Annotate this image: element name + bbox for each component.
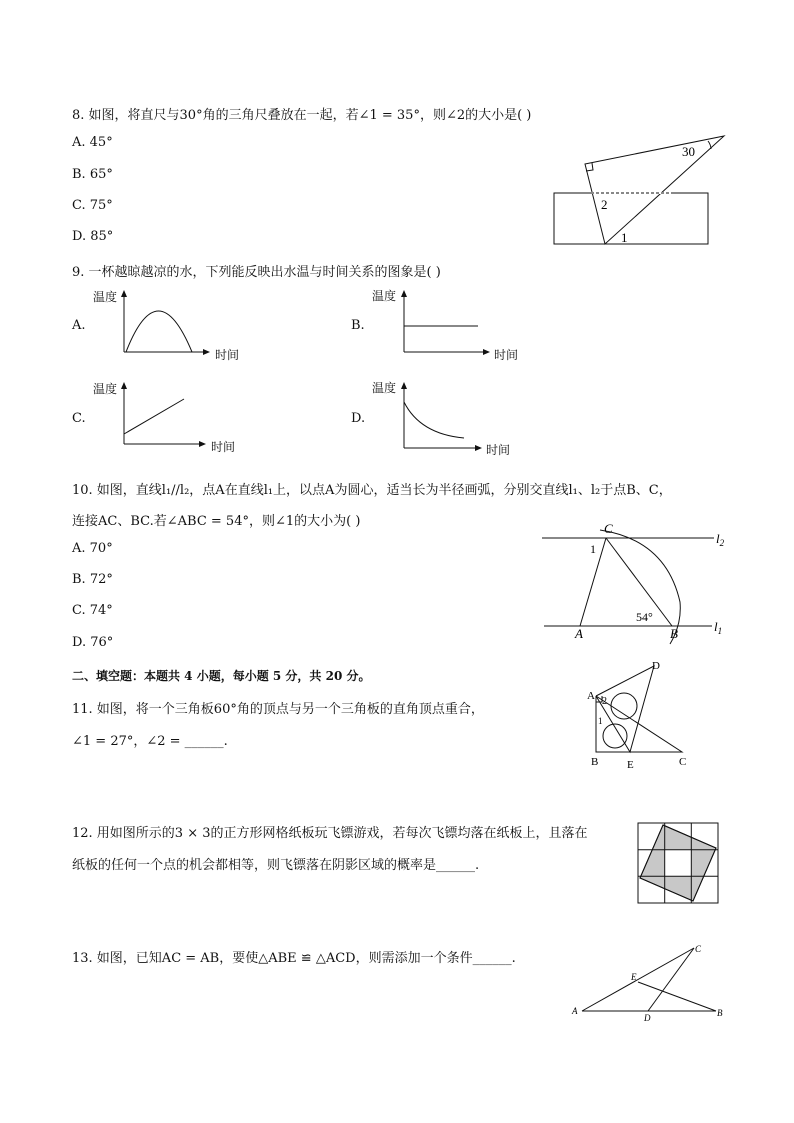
label-c: C bbox=[679, 756, 687, 768]
q13-figure bbox=[570, 942, 730, 1024]
q9-a-ylabel: 温度 bbox=[93, 290, 118, 304]
triangle-ruler bbox=[585, 136, 724, 244]
triangle-abc bbox=[596, 696, 682, 752]
q10-stem-line2: 连接AC、BC.若∠ABC = 54°，则∠1的大小为( ) bbox=[72, 514, 361, 529]
label-1: 1 bbox=[598, 716, 603, 726]
label-e: E bbox=[627, 759, 634, 771]
label-2: 2 bbox=[601, 197, 608, 212]
label-c: C bbox=[604, 521, 613, 536]
center-cell bbox=[665, 850, 691, 876]
label-30: 30 bbox=[682, 144, 695, 159]
q9-b-ylabel: 温度 bbox=[372, 289, 397, 303]
q8-stem: 8. 如图，将直尺与30°角的三角尺叠放在一起，若∠1 = 35°，则∠2的大小是( ) bbox=[72, 108, 532, 123]
q11-stem-line1: 11. 如图，将一个三角板60°角的顶点与另一个三角板的直角顶点重合， bbox=[72, 702, 484, 717]
q10-option-d: D. 76° bbox=[72, 635, 114, 650]
q9-option-a-letter: A. bbox=[72, 318, 86, 333]
label-a: A bbox=[575, 626, 583, 641]
q9-graph-c bbox=[118, 382, 218, 452]
segment-cd bbox=[648, 948, 694, 1011]
triangle-ade bbox=[596, 666, 654, 752]
curve-a bbox=[126, 311, 192, 352]
q8-option-d: D. 85° bbox=[72, 229, 114, 244]
q10-option-a: A. 70° bbox=[72, 541, 113, 556]
section-2-heading: 二、填空题：本题共 4 小题，每小题 5 分，共 20 分。 bbox=[72, 669, 371, 683]
q13-stem: 13. 如图，已知AC = AB，要使△ABE ≌ △ACD，则需添加一个条件______. bbox=[72, 951, 516, 966]
arc bbox=[600, 530, 680, 644]
q9-graph-a bbox=[118, 290, 218, 360]
segment-be bbox=[638, 982, 716, 1011]
q9-b-xlabel: 时间 bbox=[494, 348, 519, 362]
q12-stem-line2: 纸板的任何一个点的机会都相等，则飞镖落在阴影区域的概率是______. bbox=[72, 858, 480, 873]
q11-figure bbox=[582, 656, 698, 772]
label-b: B bbox=[670, 626, 678, 641]
label-b: B bbox=[591, 756, 599, 768]
label-a: A bbox=[587, 690, 595, 702]
label-2: 2 bbox=[602, 696, 607, 707]
label-a: A bbox=[572, 1006, 578, 1016]
curve-d bbox=[404, 402, 464, 438]
q9-option-b-letter: B. bbox=[351, 318, 365, 333]
q8-option-a: A. 45° bbox=[72, 135, 113, 150]
q10-stem-line1: 10. 如图，直线l₁//l₂，点A在直线l₁上，以点A为圆心，适当长为半径画弧，分别交直线l₁、l₂于点B、C， bbox=[72, 483, 672, 498]
q9-a-xlabel: 时间 bbox=[215, 348, 240, 362]
q8-option-c: C. 75° bbox=[72, 198, 113, 213]
label-d: D bbox=[644, 1013, 651, 1023]
q9-c-ylabel: 温度 bbox=[93, 382, 118, 396]
q9-d-xlabel: 时间 bbox=[486, 443, 511, 457]
segment-ac bbox=[582, 948, 694, 1011]
q9-graph-d bbox=[398, 382, 488, 456]
label-angle-54: 54° bbox=[636, 610, 653, 624]
q9-c-xlabel: 时间 bbox=[211, 440, 236, 454]
q10-option-b: B. 72° bbox=[72, 572, 113, 587]
label-1: 1 bbox=[621, 230, 628, 245]
q9-stem: 9. 一杯越晾越凉的水，下列能反映出水温与时间关系的图象是( ) bbox=[72, 265, 441, 280]
label-c: C bbox=[695, 944, 702, 954]
label-angle-1: 1 bbox=[590, 542, 596, 556]
label-l1: $l_1$ bbox=[714, 619, 723, 636]
right-angle-mark bbox=[586, 163, 593, 171]
hole-1 bbox=[611, 693, 637, 719]
q9-d-ylabel: 温度 bbox=[372, 381, 397, 395]
q9-option-d-letter: D. bbox=[351, 411, 366, 426]
q10-option-c: C. 74° bbox=[72, 603, 113, 618]
q12-grid-figure bbox=[636, 821, 720, 905]
q12-stem-line1: 12. 用如图所示的3 × 3的正方形网格纸板玩飞镖游戏，若每次飞镖均落在纸板上，且落在 bbox=[72, 826, 588, 841]
label-e: E bbox=[631, 972, 637, 982]
q9-option-c-letter: C. bbox=[72, 411, 86, 426]
q8-figure bbox=[548, 128, 734, 250]
ruler bbox=[554, 193, 708, 244]
q10-figure bbox=[538, 520, 734, 650]
label-d: D bbox=[652, 660, 660, 672]
q11-stem-line2: ∠1 = 27°，∠2 = ______. bbox=[72, 734, 228, 749]
label-b: B bbox=[717, 1008, 723, 1018]
label-l2: $l_2$ bbox=[716, 531, 725, 548]
curve-c bbox=[124, 399, 184, 434]
q9-graph-b bbox=[398, 290, 498, 360]
q8-option-b: B. 65° bbox=[72, 167, 113, 182]
